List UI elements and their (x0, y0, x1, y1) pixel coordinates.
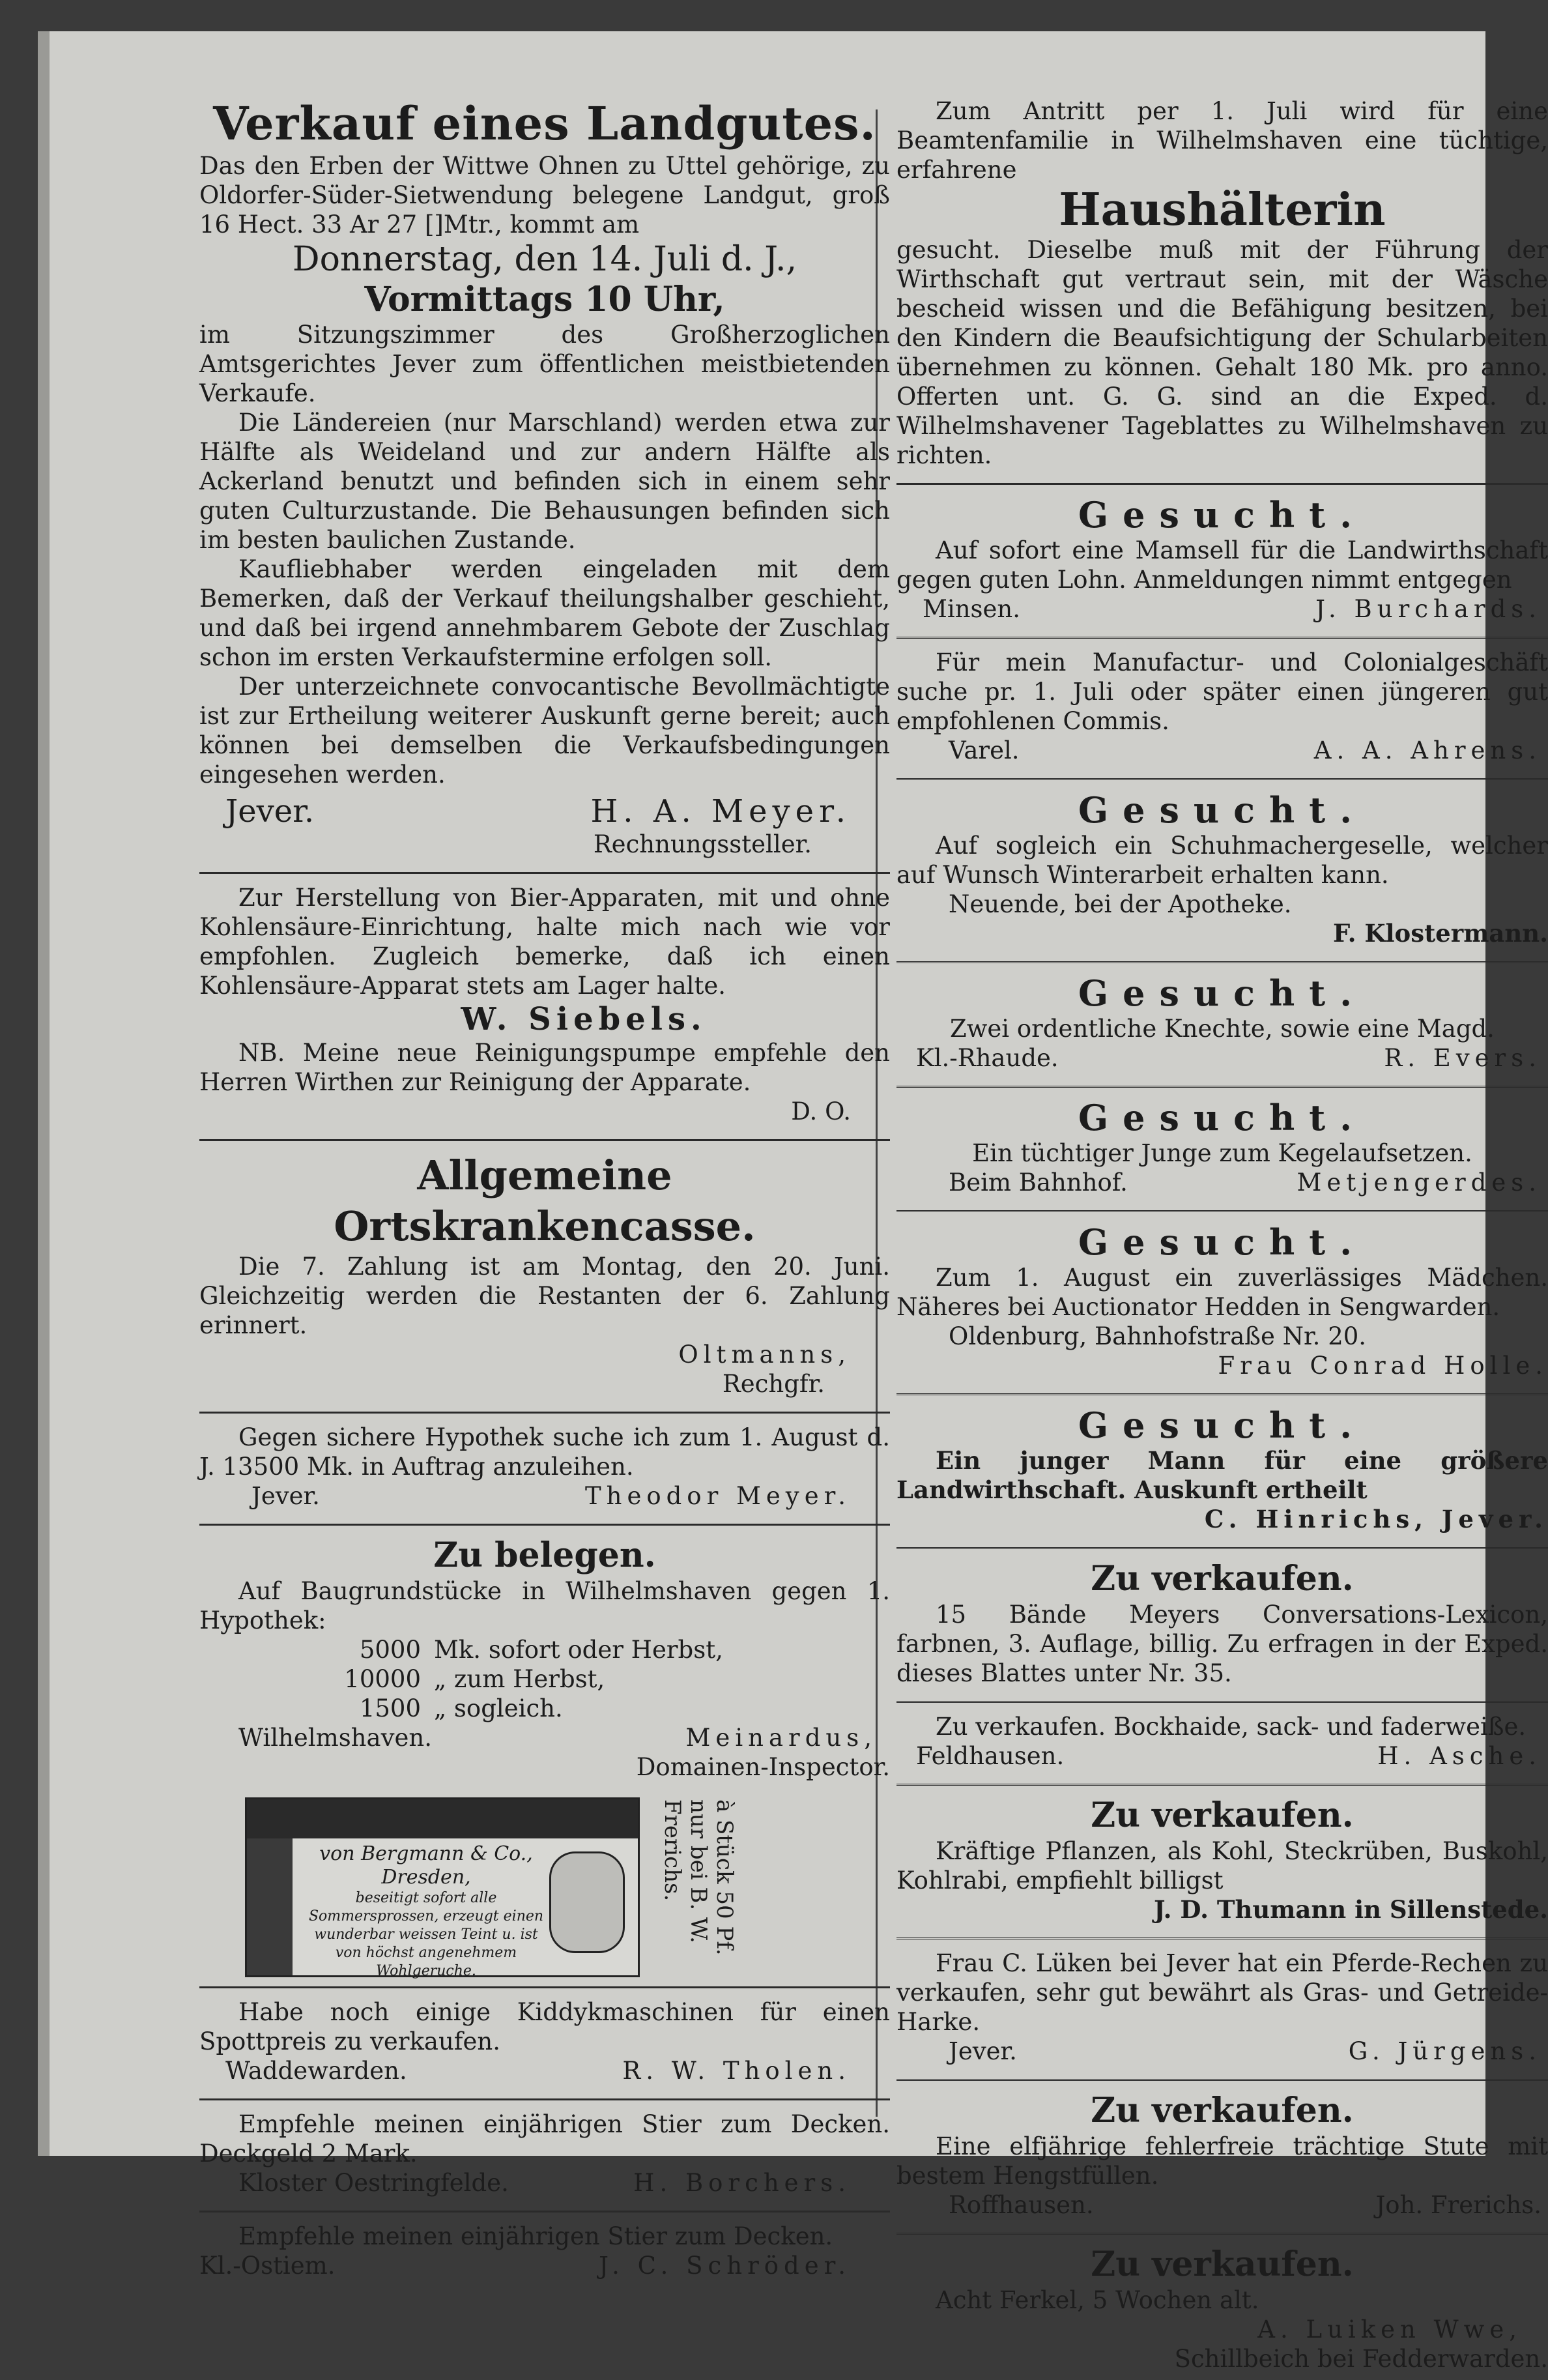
kasse-signer: Oltmanns, (678, 1341, 851, 1369)
stier2-text: Empfehle meinen einjährigen Stier zum Decken. (238, 2222, 833, 2250)
belegen-text: Auf Baugrundstücke in Wilhelmshaven gegen 1. Hypothek: (199, 1577, 890, 1634)
knechte-signer: R. Evers. (1384, 1044, 1541, 1072)
ad-kiddyk (199, 1997, 890, 2092)
soap-illustration (245, 1797, 640, 1977)
amount-row: 1500 „ sogleich. (359, 1694, 563, 1722)
stute-title: Zu verkaufen. (1091, 2091, 1354, 2130)
pflanzen-title: Zu verkaufen. (1091, 1795, 1354, 1835)
stier2-place: Kl.-Ostiem. (199, 2252, 336, 2280)
schuhmacher-place: Neuende, bei der Apotheke. (949, 890, 1292, 918)
commis-signer: A. A. Ahrens. (1313, 736, 1541, 764)
kasse-signer-role: Rechgfr. (722, 1370, 825, 1398)
separator (199, 1524, 890, 1526)
landgut-place: Jever. (225, 793, 315, 830)
ad-bier (199, 883, 890, 1133)
ad-commis (896, 648, 1548, 772)
stier1-text: Empfehle meinen einjährigen Stier zum Decken. Deckgeld 2 Mark. (199, 2110, 890, 2168)
bier-nb: NB. Meine neue Reinigungspumpe empfehle den Herren Wirthen zur Reinigung der Apparate. (199, 1039, 890, 1096)
stier2-sig (199, 2251, 890, 2280)
harke-text: Frau C. Lüken bei Jever hat ein Pferde-Rechen zu verkaufen, sehr gut bewährt als Gras- und Getreide-Harke. (896, 1949, 1548, 2036)
newspaper-page (38, 31, 1548, 2373)
mamsell-sig (896, 594, 1548, 624)
ad-pflanzen (896, 1795, 1548, 1931)
ad-stier1 (199, 2110, 890, 2204)
separator (199, 1412, 890, 1414)
mamsell-text: Auf sofort eine Mamsell für die Landwirthschaft gegen guten Lohn. Anmeldungen nimmt entgegen (896, 536, 1548, 594)
stute-signer: Joh. Frerichs. (1375, 2191, 1541, 2219)
belegen-signer-role: Domainen-Inspector. (636, 1753, 890, 1781)
belegen-title: Zu belegen. (433, 1535, 656, 1575)
knechte-sig (896, 1043, 1548, 1073)
belegen-amounts (343, 1635, 890, 1723)
ad-haushaelterin (896, 96, 1548, 476)
bockhaide-signer: H. Asche. (1377, 1742, 1541, 1770)
hypothek-signer: Theodor Meyer. (584, 1482, 851, 1510)
mann-title: Gesucht. (1078, 1404, 1367, 1446)
schuhmacher-title: Gesucht. (1078, 789, 1367, 831)
ad-knechte (896, 972, 1548, 1079)
ad-ferkel (896, 2244, 1548, 2380)
harke-sig (896, 2037, 1548, 2066)
ad-mann (896, 1404, 1548, 1541)
stute-sig (896, 2190, 1548, 2220)
lexicon-text: 15 Bände Meyers Conversations-Lexicon, farbnen, 3. Auflage, billig. Zu erfragen in der Exped. dieses Blattes unter Nr. 35. (896, 1601, 1548, 1687)
soap-firm: von Bergmann & Co., Dresden, (319, 1842, 533, 1889)
mann-text: Ein junger Mann für eine größere Landwirthschaft. Auskunft ertheilt (896, 1446, 1548, 1504)
landgut-date: Donnerstag, den 14. Juli d. J., (292, 240, 797, 279)
separator (199, 1139, 890, 1141)
ad-hypothek (199, 1423, 890, 1517)
junge-sig (896, 1168, 1548, 1197)
maedchen-line2: Oldenburg, Bahnhofstraße Nr. 20. (949, 1322, 1367, 1350)
separator (896, 2233, 1548, 2235)
separator (896, 1547, 1548, 1549)
separator (199, 872, 890, 874)
commis-sig (896, 736, 1548, 765)
bockhaide-place: Feldhausen. (916, 1742, 1065, 1770)
mamsell-signer: J. Burchards. (1315, 595, 1541, 623)
ad-soap (199, 1797, 890, 1977)
belegen-sig (199, 1723, 890, 1752)
ad-junge (896, 1097, 1548, 1204)
separator (896, 961, 1548, 963)
amount-row: 5000 Mk. sofort oder Herbst, (359, 1636, 723, 1664)
ad-lexicon (896, 1558, 1548, 1694)
separator (896, 1086, 1548, 1088)
hypothek-place: Jever. (251, 1482, 320, 1510)
ad-landgut (199, 96, 890, 865)
ferkel-text: Acht Ferkel, 5 Wochen alt. (936, 2286, 1259, 2314)
ferkel-signer-place: Schillbeich bei Fedderwarden. (1174, 2345, 1548, 2373)
maedchen-title: Gesucht. (1078, 1221, 1367, 1263)
bier-initials: D. O. (791, 1097, 851, 1125)
harke-place: Jever. (949, 2037, 1017, 2065)
separator (896, 1210, 1548, 1212)
stier1-sig (199, 2168, 890, 2198)
belegen-place: Wilhelmshaven. (238, 1724, 432, 1752)
junge-text: Ein tüchtiger Junge zum Kegelaufsetzen. (972, 1139, 1472, 1167)
landgut-sig (199, 793, 890, 830)
hypothek-text: Gegen sichere Hypothek suche ich zum 1. August d. J. 13500 Mk. in Auftrag anzuleihen. (199, 1423, 890, 1481)
junge-title: Gesucht. (1078, 1097, 1367, 1139)
kiddyk-signer: R. W. Tholen. (622, 2057, 851, 2085)
knechte-title: Gesucht. (1078, 972, 1367, 1014)
ferkel-signer: A. Luiken Wwe, (1257, 2315, 1522, 2344)
haushaelterin-title: Haushälterin (1059, 184, 1386, 236)
lexicon-title: Zu verkaufen. (1091, 1559, 1354, 1599)
landgut-p3: Die Ländereien (nur Marschland) werden etwa zur Hälfte als Weideland und zur andern Hälfte als Ackerland benutzt und befinden sich in einem sehr guten Culturzustande. Die Behausungen befinden sich im besten baulichen Zustande. (199, 409, 890, 554)
hypothek-sig (199, 1481, 890, 1511)
landgut-title: Verkauf eines Landgutes. (213, 96, 876, 151)
knechte-text: Zwei ordentliche Knechte, sowie eine Magd. (950, 1015, 1495, 1043)
ad-schuhmacher (896, 789, 1548, 955)
kiddyk-place: Waddewarden. (225, 2057, 407, 2085)
maedchen-signer: Frau Conrad Holle. (1218, 1352, 1548, 1380)
soap-box-side (247, 1838, 293, 1975)
pflanzen-text: Kräftige Pflanzen, als Kohl, Steckrüben, Buskohl, Kohlrabi, empfiehlt billigst (896, 1837, 1548, 1894)
landgut-signer-role: Rechnungssteller. (593, 830, 812, 858)
left-column (199, 96, 890, 2287)
haushaelterin-text: gesucht. Dieselbe muß mit der Führung der Wirthschaft gut vertraut sein, mit der Wäsche bescheid wissen und die Befähigung besitzen, bei den Kindern die Beaufsichtigung der Schularbeiten übernehmen zu können. Gehalt 180 Mk. pro anno. Offerten unt. G. G. sind an die Exped. d. Wilhelmshavener Tageblattes zu Wilhelmshaven zu richten. (896, 236, 1548, 469)
separator (896, 1701, 1548, 1703)
haushaelterin-intro: Zum Antritt per 1. Juli wird für eine Beamtenfamilie in Wilhelmshaven eine tüchtige, erfahrene (896, 97, 1548, 184)
amount-row: 10000 „ zum Herbst, (344, 1665, 605, 1693)
pflanzen-signer: J. D. Thumann in Sillenstede. (1154, 1895, 1548, 1924)
separator (896, 637, 1548, 639)
right-column (896, 96, 1548, 2380)
stute-place: Roffhausen. (949, 2191, 1094, 2219)
stier1-place: Kloster Oestringfelde. (238, 2169, 509, 2197)
kasse-text: Die 7. Zahlung ist am Montag, den 20. Juni. Gleichzeitig werden die Restanten der 6. Zahlung erinnert. (199, 1253, 890, 1339)
stier1-signer: H. Borchers. (633, 2169, 851, 2197)
soap-description: beseitigt sofort alle Sommersprossen, erzeugt einen wunderbar weissen Teint u. ist von höchst angenehmem Wohlgeruche. (308, 1890, 544, 1979)
ad-bockhaide (896, 1712, 1548, 1777)
bier-signer: W. Siebels. (461, 1001, 707, 1038)
ad-maedchen (896, 1221, 1548, 1387)
commis-place: Varel. (949, 736, 1020, 764)
belegen-signer: Meinardus, (685, 1724, 877, 1752)
separator (896, 778, 1548, 780)
bockhaide-text: Zu verkaufen. Bockhaide, sack- und faderweiße. (936, 1713, 1526, 1741)
soap-seal-icon (549, 1851, 625, 1953)
landgut-p5: Der unterzeichnete convocantische Bevollmächtigte ist zur Ertheilung weiterer Auskunft gerne bereit; auch können bei demselben die Verkaufsbedingungen eingesehen werden. (199, 673, 890, 789)
schuhmacher-text: Auf sogleich ein Schuhmachergeselle, welcher auf Wunsch Winterarbeit erhalten kann. (896, 832, 1548, 889)
separator (199, 2098, 890, 2100)
stier2-signer: J. C. Schröder. (599, 2252, 851, 2280)
landgut-signer: H. A. Meyer. (590, 793, 851, 830)
landgut-time: Vormittags 10 Uhr, (364, 280, 725, 319)
ferkel-title: Zu verkaufen. (1091, 2244, 1354, 2284)
soap-text (306, 1842, 547, 1981)
ad-kasse (199, 1150, 890, 1405)
maedchen-text: Zum 1. August ein zuverlässiges Mädchen. Näheres bei Auctionator Hedden in Sengwarden. (896, 1264, 1548, 1321)
kasse-title: Allgemeine Ortskrankencasse. (334, 1152, 756, 1250)
soap-box-lid (247, 1799, 638, 1838)
separator (896, 1937, 1548, 1939)
bockhaide-sig (896, 1741, 1548, 1771)
separator (896, 1784, 1548, 1786)
mann-signer: C. Hinrichs, Jever. (1204, 1505, 1548, 1533)
junge-signer: Metjengerdes. (1297, 1168, 1541, 1197)
mamsell-title: Gesucht. (1078, 494, 1367, 536)
kiddyk-sig (199, 2056, 890, 2085)
ad-mamsell (896, 494, 1548, 630)
kiddyk-text: Habe noch einige Kiddykmaschinen für einen Spottpreis zu verkaufen. (199, 1998, 890, 2055)
ad-belegen (199, 1535, 890, 1788)
separator (896, 483, 1548, 485)
separator (896, 2079, 1548, 2081)
landgut-p4: Kaufliebhaber werden eingeladen mit dem Bemerken, daß der Verkauf theilungshalber geschieht, und daß bei irgend annehmbarem Gebote der Zuschlag schon im ersten Verkaufstermine erfolgen soll. (199, 555, 890, 671)
knechte-place: Kl.-Rhaude. (916, 1044, 1059, 1072)
ad-stute (896, 2090, 1548, 2226)
separator (896, 1393, 1548, 1395)
separator (199, 1986, 890, 1988)
landgut-p2: im Sitzungszimmer des Großherzoglichen Amtsgerichtes Jever zum öffentlichen meistbietenden Verkaufe. (199, 321, 890, 407)
commis-text: Für mein Manufactur- und Colonialgeschäft suche pr. 1. Juli oder später einen jüngeren gut empfohlenen Commis. (896, 648, 1548, 735)
harke-signer: G. Jürgens. (1348, 2037, 1541, 2065)
soap-side-text: à Stück 50 Pf. nur bei B. W. Frerichs. (659, 1799, 738, 1956)
schuhmacher-signer: F. Klostermann. (1333, 919, 1548, 948)
landgut-p1: Das den Erben der Wittwe Ohnen zu Uttel gehörige, zu Oldorfer-Süder-Sietwendung belegene Landgut, groß 16 Hect. 33 Ar 27 []Mtr., kommt am (199, 152, 890, 239)
ad-stier2 (199, 2222, 890, 2287)
bier-text: Zur Herstellung von Bier-Apparaten, mit und ohne Kohlensäure-Einrichtung, halte mich nach wie vor empfohlen. Zugleich bemerke, daß ich einen Kohlensäure-Apparat stets am Lager halte. (199, 884, 890, 1000)
stute-text: Eine elfjährige fehlerfreie trächtige Stute mit bestem Hengstfüllen. (896, 2132, 1548, 2190)
junge-place: Beim Bahnhof. (949, 1168, 1128, 1197)
separator (199, 2211, 890, 2213)
mamsell-place: Minsen. (923, 595, 1021, 623)
ad-harke (896, 1949, 1548, 2072)
